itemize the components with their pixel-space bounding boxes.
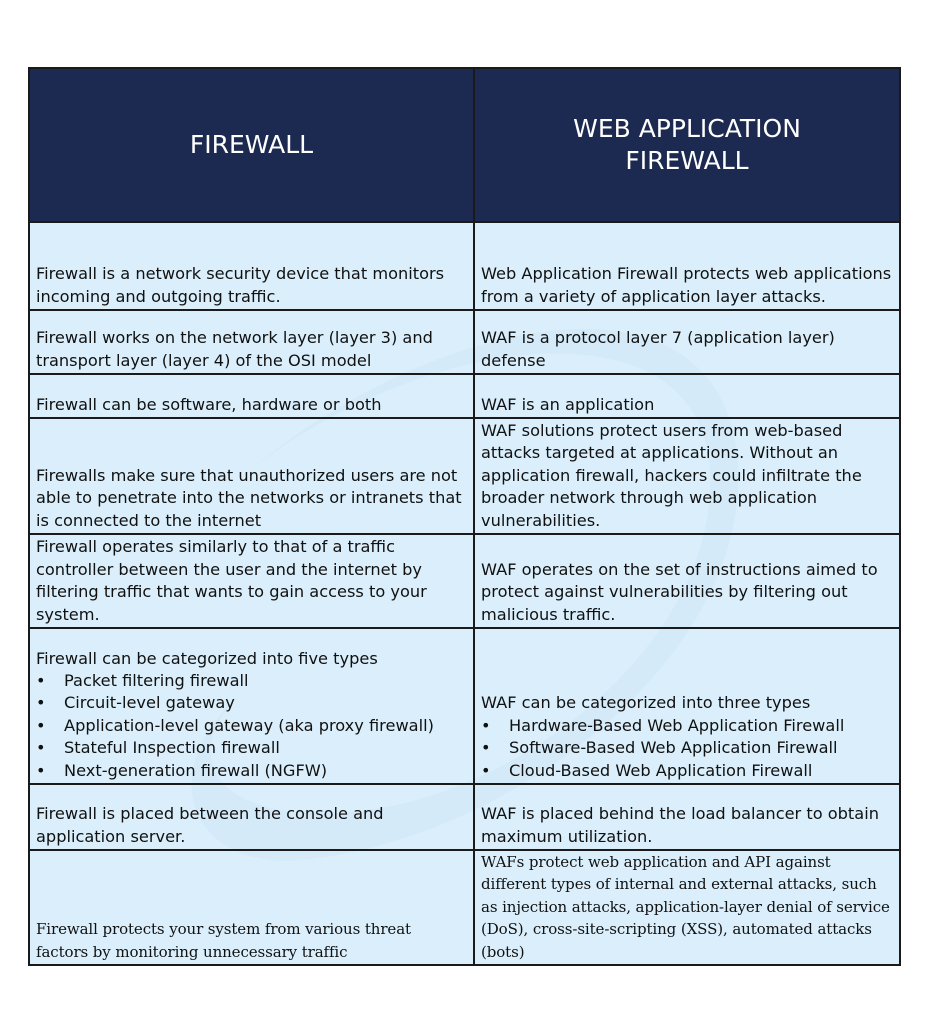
waf-cell: WAFs protect web application and API against different types of internal and external attacks, such as injection attacks, application-layer denial of service (DoS), cross-site-scripting (XSS), automated attacks (bots)	[474, 850, 900, 965]
waf-cell: WAF solutions protect users from web-based attacks targeted at applications. Without an application firewall, hackers could infiltrate the broader network through web application vulnerabilities.	[474, 418, 900, 534]
firewall-types-list	[36, 670, 467, 782]
waf-cell: WAF is an application	[474, 374, 900, 418]
header-firewall: FIREWALL	[29, 68, 474, 222]
waf-cell: Web Application Firewall protects web applications from a variety of application layer attacks.	[474, 222, 900, 310]
waf-cell: WAF operates on the set of instructions aimed to protect against vulnerabilities by filtering out malicious traffic.	[474, 534, 900, 628]
list-item: • Application-level gateway (aka proxy firewall)	[36, 715, 467, 737]
table-row	[29, 784, 900, 850]
firewall-types-cell	[29, 628, 474, 784]
waf-types-list	[481, 715, 893, 782]
list-item: • Packet filtering firewall	[36, 670, 467, 692]
waf-types-cell	[474, 628, 900, 784]
list-item: • Stateful Inspection firewall	[36, 737, 467, 759]
table-row	[29, 374, 900, 418]
waf-cell: WAF is a protocol layer 7 (application layer) defense	[474, 310, 900, 374]
firewall-cell: Firewall can be software, hardware or both	[29, 374, 474, 418]
list-item: • Cloud-Based Web Application Firewall	[481, 760, 893, 782]
firewall-cell: Firewall is placed between the console and application server.	[29, 784, 474, 850]
table-row	[29, 628, 900, 784]
table-row	[29, 418, 900, 534]
table-row	[29, 222, 900, 310]
list-item: • Hardware-Based Web Application Firewall	[481, 715, 893, 737]
firewall-cell: Firewalls make sure that unauthorized users are not able to penetrate into the networks or intranets that is connected to the internet	[29, 418, 474, 534]
firewall-cell: Firewall is a network security device that monitors incoming and outgoing traffic.	[29, 222, 474, 310]
firewall-cell: Firewall works on the network layer (layer 3) and transport layer (layer 4) of the OSI model	[29, 310, 474, 374]
list-item: • Circuit-level gateway	[36, 692, 467, 714]
list-item: • Next-generation firewall (NGFW)	[36, 760, 467, 782]
waf-types-intro: WAF can be categorized into three types	[481, 693, 811, 713]
header-row	[29, 68, 900, 222]
table-row	[29, 850, 900, 965]
firewall-cell: Firewall protects your system from various threat factors by monitoring unnecessary traffic	[29, 850, 474, 965]
comparison-table	[28, 67, 901, 966]
firewall-types-intro: Firewall can be categorized into five types	[36, 648, 378, 668]
waf-cell: WAF is placed behind the load balancer to obtain maximum utilization.	[474, 784, 900, 850]
table-row	[29, 310, 900, 374]
list-item: • Software-Based Web Application Firewall	[481, 737, 893, 759]
header-waf: WEB APPLICATION FIREWALL	[474, 68, 900, 222]
firewall-cell: Firewall operates similarly to that of a traffic controller between the user and the internet by filtering traffic that wants to gain access to your system.	[29, 534, 474, 628]
table-row	[29, 534, 900, 628]
